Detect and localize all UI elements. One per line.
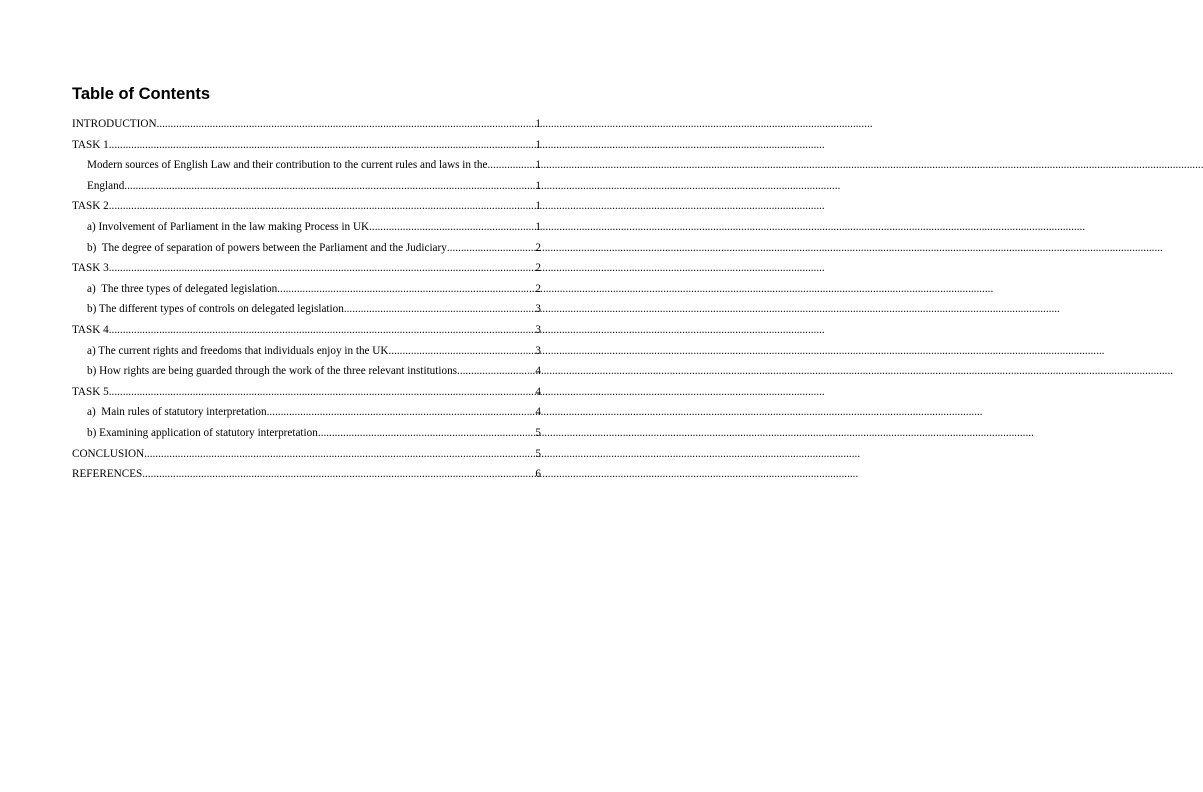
toc-entry[interactable] [72, 423, 541, 444]
toc-page-number: 4 [535, 385, 541, 398]
toc-entry[interactable] [72, 279, 541, 300]
toc-page-number: 4 [535, 365, 541, 378]
toc-dot-leader [109, 258, 536, 279]
toc-page-number: 1 [535, 220, 541, 233]
toc-entry-text: b) Examining application of statutory interpretation [87, 426, 318, 439]
toc-entry[interactable] [72, 444, 541, 465]
toc-entry-text: REFERENCES [72, 468, 143, 481]
toc-entry[interactable] [72, 402, 541, 423]
toc-page-number: 1 [535, 118, 541, 130]
toc-entry-text: a) The three types of delegated legislation [87, 282, 278, 295]
toc-dot-leader [109, 320, 536, 341]
toc-entry-text: a) The current rights and freedoms that individuals enjoy in the UK [87, 344, 389, 357]
toc-entry[interactable] [72, 217, 541, 238]
toc-entry[interactable] [72, 341, 541, 362]
toc-heading: Table of Contents [72, 85, 211, 103]
toc-page-number: 2 [535, 282, 541, 295]
toc-entry[interactable] [72, 382, 541, 403]
toc-page-number: 2 [535, 262, 541, 275]
toc-dot-leader [447, 238, 536, 259]
toc-entry[interactable] [72, 361, 541, 382]
toc-dot-leader [267, 402, 536, 423]
toc-dot-leader [344, 299, 536, 320]
toc-dot-leader [157, 114, 536, 135]
toc-entry-text: b) The degree of separation of powers between the Parliament and the Judiciary [87, 241, 447, 254]
table-of-contents [72, 114, 541, 485]
toc-page-number: 6 [535, 468, 541, 481]
toc-dot-leader [487, 155, 535, 176]
toc-entry[interactable] [72, 196, 541, 217]
toc-entry[interactable] [72, 238, 541, 259]
toc-page-number: 2 [535, 241, 541, 254]
toc-dot-leader [142, 464, 535, 485]
toc-page-number: 1 [535, 179, 541, 192]
toc-page-number: 3 [535, 344, 541, 357]
toc-entry-text: TASK 5 [72, 385, 109, 398]
toc-entry-text: TASK 1 [72, 138, 109, 151]
toc-entry-text: TASK 3 [72, 262, 109, 275]
toc-page-number: 5 [535, 447, 541, 460]
toc-entry-text: b) The different types of controls on delegated legislation [87, 303, 344, 316]
toc-entry-text: a) Main rules of statutory interpretation [87, 406, 267, 419]
toc-entry[interactable] [72, 155, 541, 176]
toc-entry[interactable] [72, 114, 541, 135]
toc-entry-text: CONCLUSION [72, 447, 145, 460]
toc-entry[interactable] [72, 320, 541, 341]
toc-dot-leader [277, 279, 535, 300]
toc-entry[interactable] [72, 135, 541, 156]
toc-dot-leader [318, 423, 536, 444]
toc-page-number: 1 [535, 200, 541, 213]
toc-entry-text: TASK 4 [72, 323, 109, 336]
toc-entry-text: Modern sources of English Law and their contribution to the current rules and laws in the [87, 159, 488, 172]
toc-entry-text: a) Involvement of Parliament in the law making Process in UK [87, 220, 370, 233]
toc-dot-leader [144, 444, 535, 465]
toc-entry[interactable] [72, 258, 541, 279]
toc-page-number: 4 [535, 406, 541, 419]
toc-page-number: 1 [535, 138, 541, 151]
toc-entry-text: England [87, 179, 125, 192]
toc-entry[interactable] [72, 464, 541, 485]
toc-entry-text: TASK 2 [72, 200, 109, 213]
toc-page-number: 3 [535, 303, 541, 316]
toc-page-number: 5 [535, 426, 541, 439]
toc-dot-leader [457, 361, 535, 382]
toc-dot-leader [109, 135, 536, 156]
toc-dot-leader [369, 217, 535, 238]
toc-entry-text: b) How rights are being guarded through the work of the three relevant institutions [87, 365, 458, 378]
toc-dot-leader [124, 176, 535, 197]
toc-entry-text: INTRODUCTION [72, 118, 157, 130]
toc-dot-leader [109, 196, 536, 217]
toc-page-number: 3 [535, 323, 541, 336]
toc-entry[interactable] [72, 299, 541, 320]
toc-page-number: 1 [535, 159, 541, 172]
toc-dot-leader [388, 341, 535, 362]
toc-entry[interactable] [72, 176, 541, 197]
toc-dot-leader [109, 382, 536, 403]
